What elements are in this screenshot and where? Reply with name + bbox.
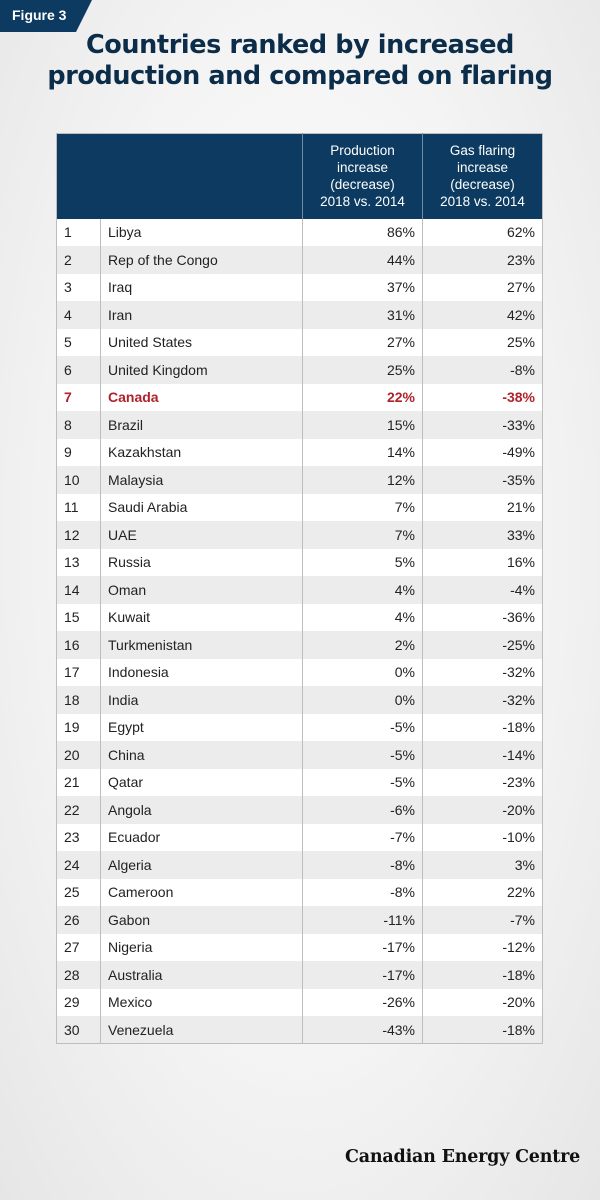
country-cell: United States	[101, 329, 303, 357]
table-row	[57, 714, 543, 742]
rank-cell: 28	[57, 961, 101, 989]
country-cell: Cameroon	[101, 879, 303, 907]
country-cell: Iraq	[101, 274, 303, 302]
canadian-energy-centre-logo: Canadian Energy Centre	[345, 1147, 581, 1167]
table-row	[57, 659, 543, 687]
rank-cell: 15	[64, 609, 80, 626]
table-header-row	[57, 134, 543, 219]
ranking-table	[56, 133, 543, 1044]
country-cell: Rep of the Congo	[101, 246, 303, 274]
table-row	[57, 961, 543, 989]
header-flaring	[423, 134, 543, 219]
title-line-1: Countries ranked by increased	[85, 30, 514, 60]
country-cell: Kazakhstan	[101, 439, 303, 467]
table-row	[57, 879, 543, 907]
production-cell: -26%	[303, 989, 423, 1017]
country-cell: Egypt	[101, 714, 303, 742]
flaring-cell: -18%	[423, 1016, 543, 1044]
header-flaring-line: Gas flaring	[449, 143, 516, 159]
header-flaring-line: increase	[456, 160, 509, 176]
chart-title	[0, 30, 600, 92]
production-cell: 0%	[303, 659, 423, 687]
header-country	[101, 134, 303, 219]
country-cell: Algeria	[101, 851, 303, 879]
flaring-cell: -36%	[423, 604, 543, 632]
production-cell: 14%	[303, 439, 423, 467]
country-cell: Gabon	[101, 906, 303, 934]
table-row	[57, 494, 543, 522]
country-cell: Iran	[101, 301, 303, 329]
country-cell: Malaysia	[101, 466, 303, 494]
rank-cell: 14	[57, 576, 101, 604]
rank-cell: 16	[57, 631, 101, 659]
rank-cell: 4	[57, 301, 101, 329]
production-cell: 7%	[303, 494, 423, 522]
table-row	[57, 301, 543, 329]
flaring-cell: -25%	[423, 631, 543, 659]
rank-cell: 2	[57, 246, 101, 274]
flaring-cell: -33%	[423, 411, 543, 439]
country-cell: India	[101, 686, 303, 714]
flaring-cell: -49%	[423, 439, 543, 467]
country-cell: Saudi Arabia	[101, 494, 303, 522]
header-rank	[57, 134, 101, 219]
table-row	[57, 796, 543, 824]
country-cell: Kuwait	[101, 604, 303, 632]
flaring-cell: -18%	[423, 714, 543, 742]
flaring-cell: 33%	[423, 521, 543, 549]
flaring-cell: -35%	[423, 466, 543, 494]
table-row	[57, 356, 543, 384]
flaring-cell: 16%	[423, 549, 543, 577]
country-cell: Turkmenistan	[101, 631, 303, 659]
rank-cell: 7	[64, 389, 72, 406]
production-cell: -17%	[303, 961, 423, 989]
production-cell: -11%	[303, 906, 423, 934]
flaring-cell: -7%	[423, 906, 543, 934]
rank-cell: 22	[57, 796, 101, 824]
country-cell: China	[101, 741, 303, 769]
country-cell: UAE	[101, 521, 303, 549]
production-cell: 31%	[303, 301, 423, 329]
rank-cell: 26	[57, 906, 101, 934]
production-cell: 25%	[303, 356, 423, 384]
production-cell: 0%	[303, 686, 423, 714]
country-cell: Canada	[101, 384, 303, 412]
figure-label: Figure 3	[12, 7, 67, 23]
rank-cell: 24	[57, 851, 101, 879]
flaring-cell: 27%	[423, 274, 543, 302]
production-cell: 4%	[303, 576, 423, 604]
production-cell: 86%	[303, 219, 423, 247]
country-cell: Angola	[101, 796, 303, 824]
table-body	[57, 219, 543, 1044]
table-row	[57, 1016, 543, 1044]
production-cell: -5%	[303, 714, 423, 742]
header-production	[303, 134, 423, 219]
country-cell: Libya	[101, 219, 303, 247]
header-flaring-line: (decrease)	[450, 177, 515, 193]
flaring-cell: -32%	[423, 659, 543, 687]
rank-cell: 5	[64, 334, 72, 351]
production-cell: 2%	[303, 631, 423, 659]
table-row	[57, 934, 543, 962]
header-flaring-line: 2018 vs. 2014	[440, 194, 525, 210]
production-cell: -17%	[303, 934, 423, 962]
country-cell: Qatar	[101, 769, 303, 797]
flaring-cell: -12%	[423, 934, 543, 962]
figure-label-tag	[0, 0, 92, 32]
rank-cell: 20	[57, 741, 101, 769]
rank-cell: 17	[64, 664, 80, 681]
production-cell: 44%	[303, 246, 423, 274]
rank-cell: 23	[64, 829, 80, 846]
table-row	[57, 274, 543, 302]
table-row	[57, 521, 543, 549]
table-row	[57, 851, 543, 879]
production-cell: -8%	[303, 851, 423, 879]
rank-cell: 13	[64, 554, 80, 571]
production-cell: 37%	[303, 274, 423, 302]
table-row	[57, 989, 543, 1017]
production-cell: 7%	[303, 521, 423, 549]
table-row	[57, 411, 543, 439]
rank-cell: 21	[64, 774, 80, 791]
country-cell: Nigeria	[101, 934, 303, 962]
rank-cell: 11	[64, 499, 79, 516]
table-row	[57, 246, 543, 274]
table-row	[57, 906, 543, 934]
flaring-cell: 21%	[423, 494, 543, 522]
flaring-cell: 62%	[423, 219, 543, 247]
rank-cell: 10	[57, 466, 101, 494]
table-row	[57, 824, 543, 852]
rank-cell: 30	[57, 1016, 101, 1044]
table-row	[57, 439, 543, 467]
production-cell: 5%	[303, 549, 423, 577]
flaring-cell: 22%	[423, 879, 543, 907]
table-row	[57, 686, 543, 714]
rank-cell: 29	[64, 994, 80, 1011]
table-row	[57, 329, 543, 357]
country-cell: United Kingdom	[101, 356, 303, 384]
rank-cell: 9	[64, 444, 72, 461]
production-cell: 4%	[303, 604, 423, 632]
flaring-cell: -14%	[423, 741, 543, 769]
flaring-cell: -8%	[423, 356, 543, 384]
rank-cell: 1	[64, 224, 72, 241]
table-row	[57, 219, 543, 247]
country-cell: Russia	[101, 549, 303, 577]
country-cell: Oman	[101, 576, 303, 604]
rank-cell: 18	[57, 686, 101, 714]
production-cell: -43%	[303, 1016, 423, 1044]
flaring-cell: -32%	[423, 686, 543, 714]
country-cell: Indonesia	[101, 659, 303, 687]
header-production-line: Production	[330, 143, 395, 159]
rank-cell: 25	[64, 884, 80, 901]
rank-cell: 27	[64, 939, 80, 956]
rank-cell: 19	[64, 719, 80, 736]
table-row	[57, 576, 543, 604]
header-production-line: increase	[336, 160, 389, 176]
country-cell: Brazil	[101, 411, 303, 439]
production-cell: -5%	[303, 741, 423, 769]
rank-cell: 3	[64, 279, 72, 296]
flaring-cell: 25%	[423, 329, 543, 357]
rank-cell: 12	[57, 521, 101, 549]
flaring-cell: -20%	[423, 796, 543, 824]
country-cell: Mexico	[101, 989, 303, 1017]
table-row	[57, 466, 543, 494]
title-line-2: production and compared on flaring	[47, 61, 553, 91]
production-cell: -7%	[303, 824, 423, 852]
flaring-cell: -23%	[423, 769, 543, 797]
production-cell: -6%	[303, 796, 423, 824]
flaring-cell: -38%	[423, 384, 543, 412]
flaring-cell: -4%	[423, 576, 543, 604]
production-cell: -5%	[303, 769, 423, 797]
flaring-cell: 23%	[423, 246, 543, 274]
header-production-line: 2018 vs. 2014	[320, 194, 405, 210]
table-row	[57, 384, 543, 412]
table-row	[57, 631, 543, 659]
table-row	[57, 604, 543, 632]
production-cell: 22%	[303, 384, 423, 412]
flaring-cell: 3%	[423, 851, 543, 879]
flaring-cell: -18%	[423, 961, 543, 989]
country-cell: Ecuador	[101, 824, 303, 852]
flaring-cell: 42%	[423, 301, 543, 329]
table-row	[57, 549, 543, 577]
production-cell: -8%	[303, 879, 423, 907]
header-production-line: (decrease)	[330, 177, 395, 193]
rank-cell: 8	[57, 411, 101, 439]
flaring-cell: -10%	[423, 824, 543, 852]
production-cell: 12%	[303, 466, 423, 494]
rank-cell: 6	[57, 356, 101, 384]
country-cell: Australia	[101, 961, 303, 989]
production-cell: 15%	[303, 411, 423, 439]
production-cell: 27%	[303, 329, 423, 357]
country-cell: Venezuela	[101, 1016, 303, 1044]
table-row	[57, 741, 543, 769]
flaring-cell: -20%	[423, 989, 543, 1017]
table-row	[57, 769, 543, 797]
